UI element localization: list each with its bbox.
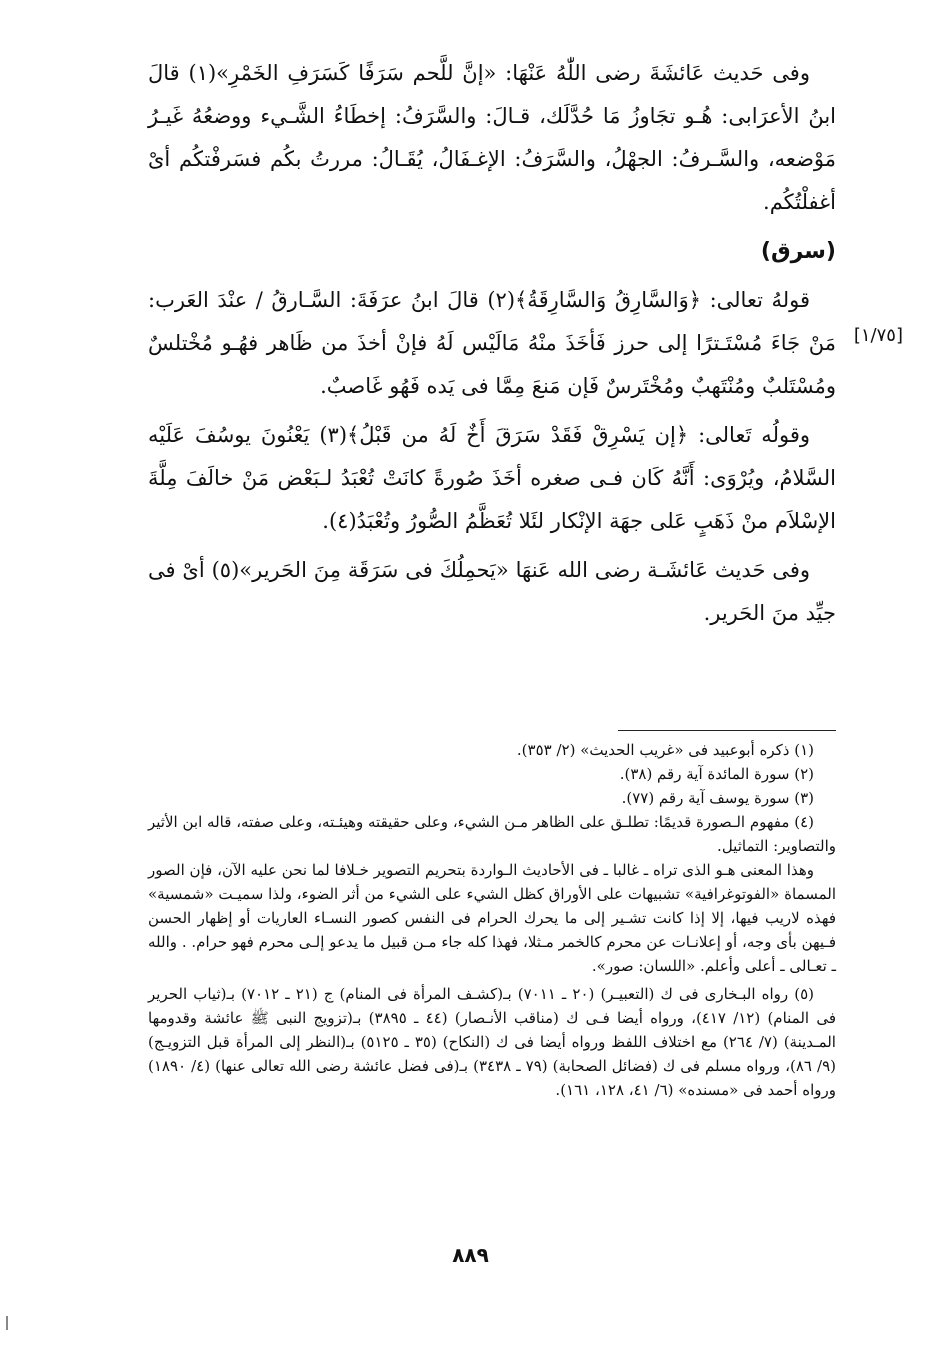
footnote-3: (٣) سورة يوسف آية رقم (٧٧).: [621, 789, 814, 807]
paragraph-1: وفى حَديث عَائشَةَ رضى اللّٰهُ عَنْهَا: «إنَّ للَّحم سَرَفًا كَسَرَفِ الخَمْرِ»(١) قالَ ابنُ الأعرَابى: هُـو تجَاوزُ مَا حُدَّلَك، قـالَ: والسَّرَفُ: إخطَاءُ الشَّـيء ووضعُهُ غَيـرُ مَوْضعه، والسَّـرفُ: الجهْلُ، والسَّرَفُ: الإغـفَالُ، يُقَـالُ: مررتُ بكُم فسَرفْتكُم أىْ أغفلْتُكُم.: [148, 61, 836, 214]
footnote-divider: [618, 730, 836, 731]
main-text: [148, 52, 836, 641]
manuscript-reference: [١/٧٥]: [853, 325, 903, 346]
footnote-5: (٥) رواه البـخارى فى ك (التعبيـر) (٢٠ ـ ٧٠١١) بـ(كشـف المرأة فى المنام) ج (٢١ ـ ٧٠١٢) بـ(ثياب الحرير فى المنام) (١٢/ ٤١٧)، ورواه أيضا فـى ك (مناقب الأنـصار) (٤٤ ـ ٣٨٩٥) بـ(تزويج النبى ﷺ عائشة وقدومها المـدينة) (٧/ ٢٦٤) مع اختلاف اللفظ ورواه أيضا فى ك (النكاح) (٣٥ ـ ٥١٢٥) بـ(النظر إلى المرأة قبل التزويـج) (٩/ ٨٦)، ورواه مسلم فى ك (فضائل الصحابة) (٧٩ ـ ٣٤٣٨) بـ(فى فضل عائشة رضى الله تعالى عنها) (٤/ ١٨٩٠) ورواه أحمد فى «مسنده» (٦/ ٤١، ١٢٨، ١٦١).: [148, 985, 836, 1099]
footnote-4-continued: وهذا المعنى هـو الذى تراه ـ غالبا ـ فى الأحاديث الـواردة بتحريم التصوير خـلافا لما نحن عليه الآن، فإن الصور المسماة «الفوتوغرافية» تشبيهات على الأوراق كظل الشيء على الشيء من أثر الضوء، ولذا سميـت «شمسية» فهذه لاريب فيها، إلا إذا كانت تشـير إلى ما يحرك الحرام فى النفس كصور النسـاء العاريات أو إظهار الحسن فـيهن بأى وجه، أو إعلانـات عن محرم كالخمر مـثلا، فهذا كله جاء مـن قبيل ما يدعو إلـى محرم فهو حرام. . والله ـ تعـالى ـ أعلى وأعلم. «اللسان: صور».: [148, 861, 837, 975]
page-number: ٨٨٩: [452, 1243, 489, 1267]
footnote-2: (٢) سورة المائدة آية رقم (٣٨).: [619, 765, 814, 783]
footnote-4: (٤) مفهوم الـصورة قديمًا: تطلـق على الظاهر مـن الشيء، وعلى حقيقته وهيئـته، وعلى صفته، قاله ابن الأثير والتصاوير: التماثيل.: [148, 813, 836, 855]
entry-heading: (سرق): [760, 239, 836, 264]
scan-mark: [6, 1316, 8, 1330]
paragraph-4: وفى حَديث عَائشَـة رضى الله عَنهَا «يَحمِلُكَ فى سَرَقَة مِنَ الحَرير»(٥) أىْ فى جيِّد منَ الحَرير.: [148, 558, 836, 625]
paragraph-3: وقولُه تَعالى: ﴿إن يَسْرِقْ فَقَدْ سَرَقَ أَخٌ لَهُ من قَبْلُ﴾(٣) يَعْنُونَ يوسُفَ عَلَيْه السَّلامُ، ويُرْوَى: أَنَّهُ كَان فـى صغره أخَذَ صُورةً كانَتْ تُعْبَدُ لـبَعْض مَنْ خالَفَ مِلَّةَ الإسْلاَم منْ ذَهَبٍ عَلى جهَة الإنْكار لئَلا تُعَظَّمُ الصُّورُ وتُعْبَدُ(٤).: [148, 423, 836, 533]
footnote-1: (١) ذكره أبوعبيد فى «غريب الحديث» (٢/ ٣٥٣).: [516, 741, 814, 759]
footnotes: [148, 738, 836, 1102]
paragraph-2: قولهُ تعالى: ﴿وَالسَّارِقُ وَالسَّارِقَةُ﴾(٢) قالَ ابنُ عرَفَةَ: السَّـارقُ / عنْدَ العَرب: مَنْ جَاءَ مُسْتَـترًا إلى حرز فَأخَذَ منْهُ مَالَيْس لَهُ فإنْ أخذَ من ظَاهر فهُـو مُخْتلسٌ ومُسْتَلبٌ ومُنْتَهبٌ ومُخْتَرسٌ فَإن مَنعَ مِمَّا فى يَده فَهُو غَاصبٌ.: [148, 288, 836, 398]
